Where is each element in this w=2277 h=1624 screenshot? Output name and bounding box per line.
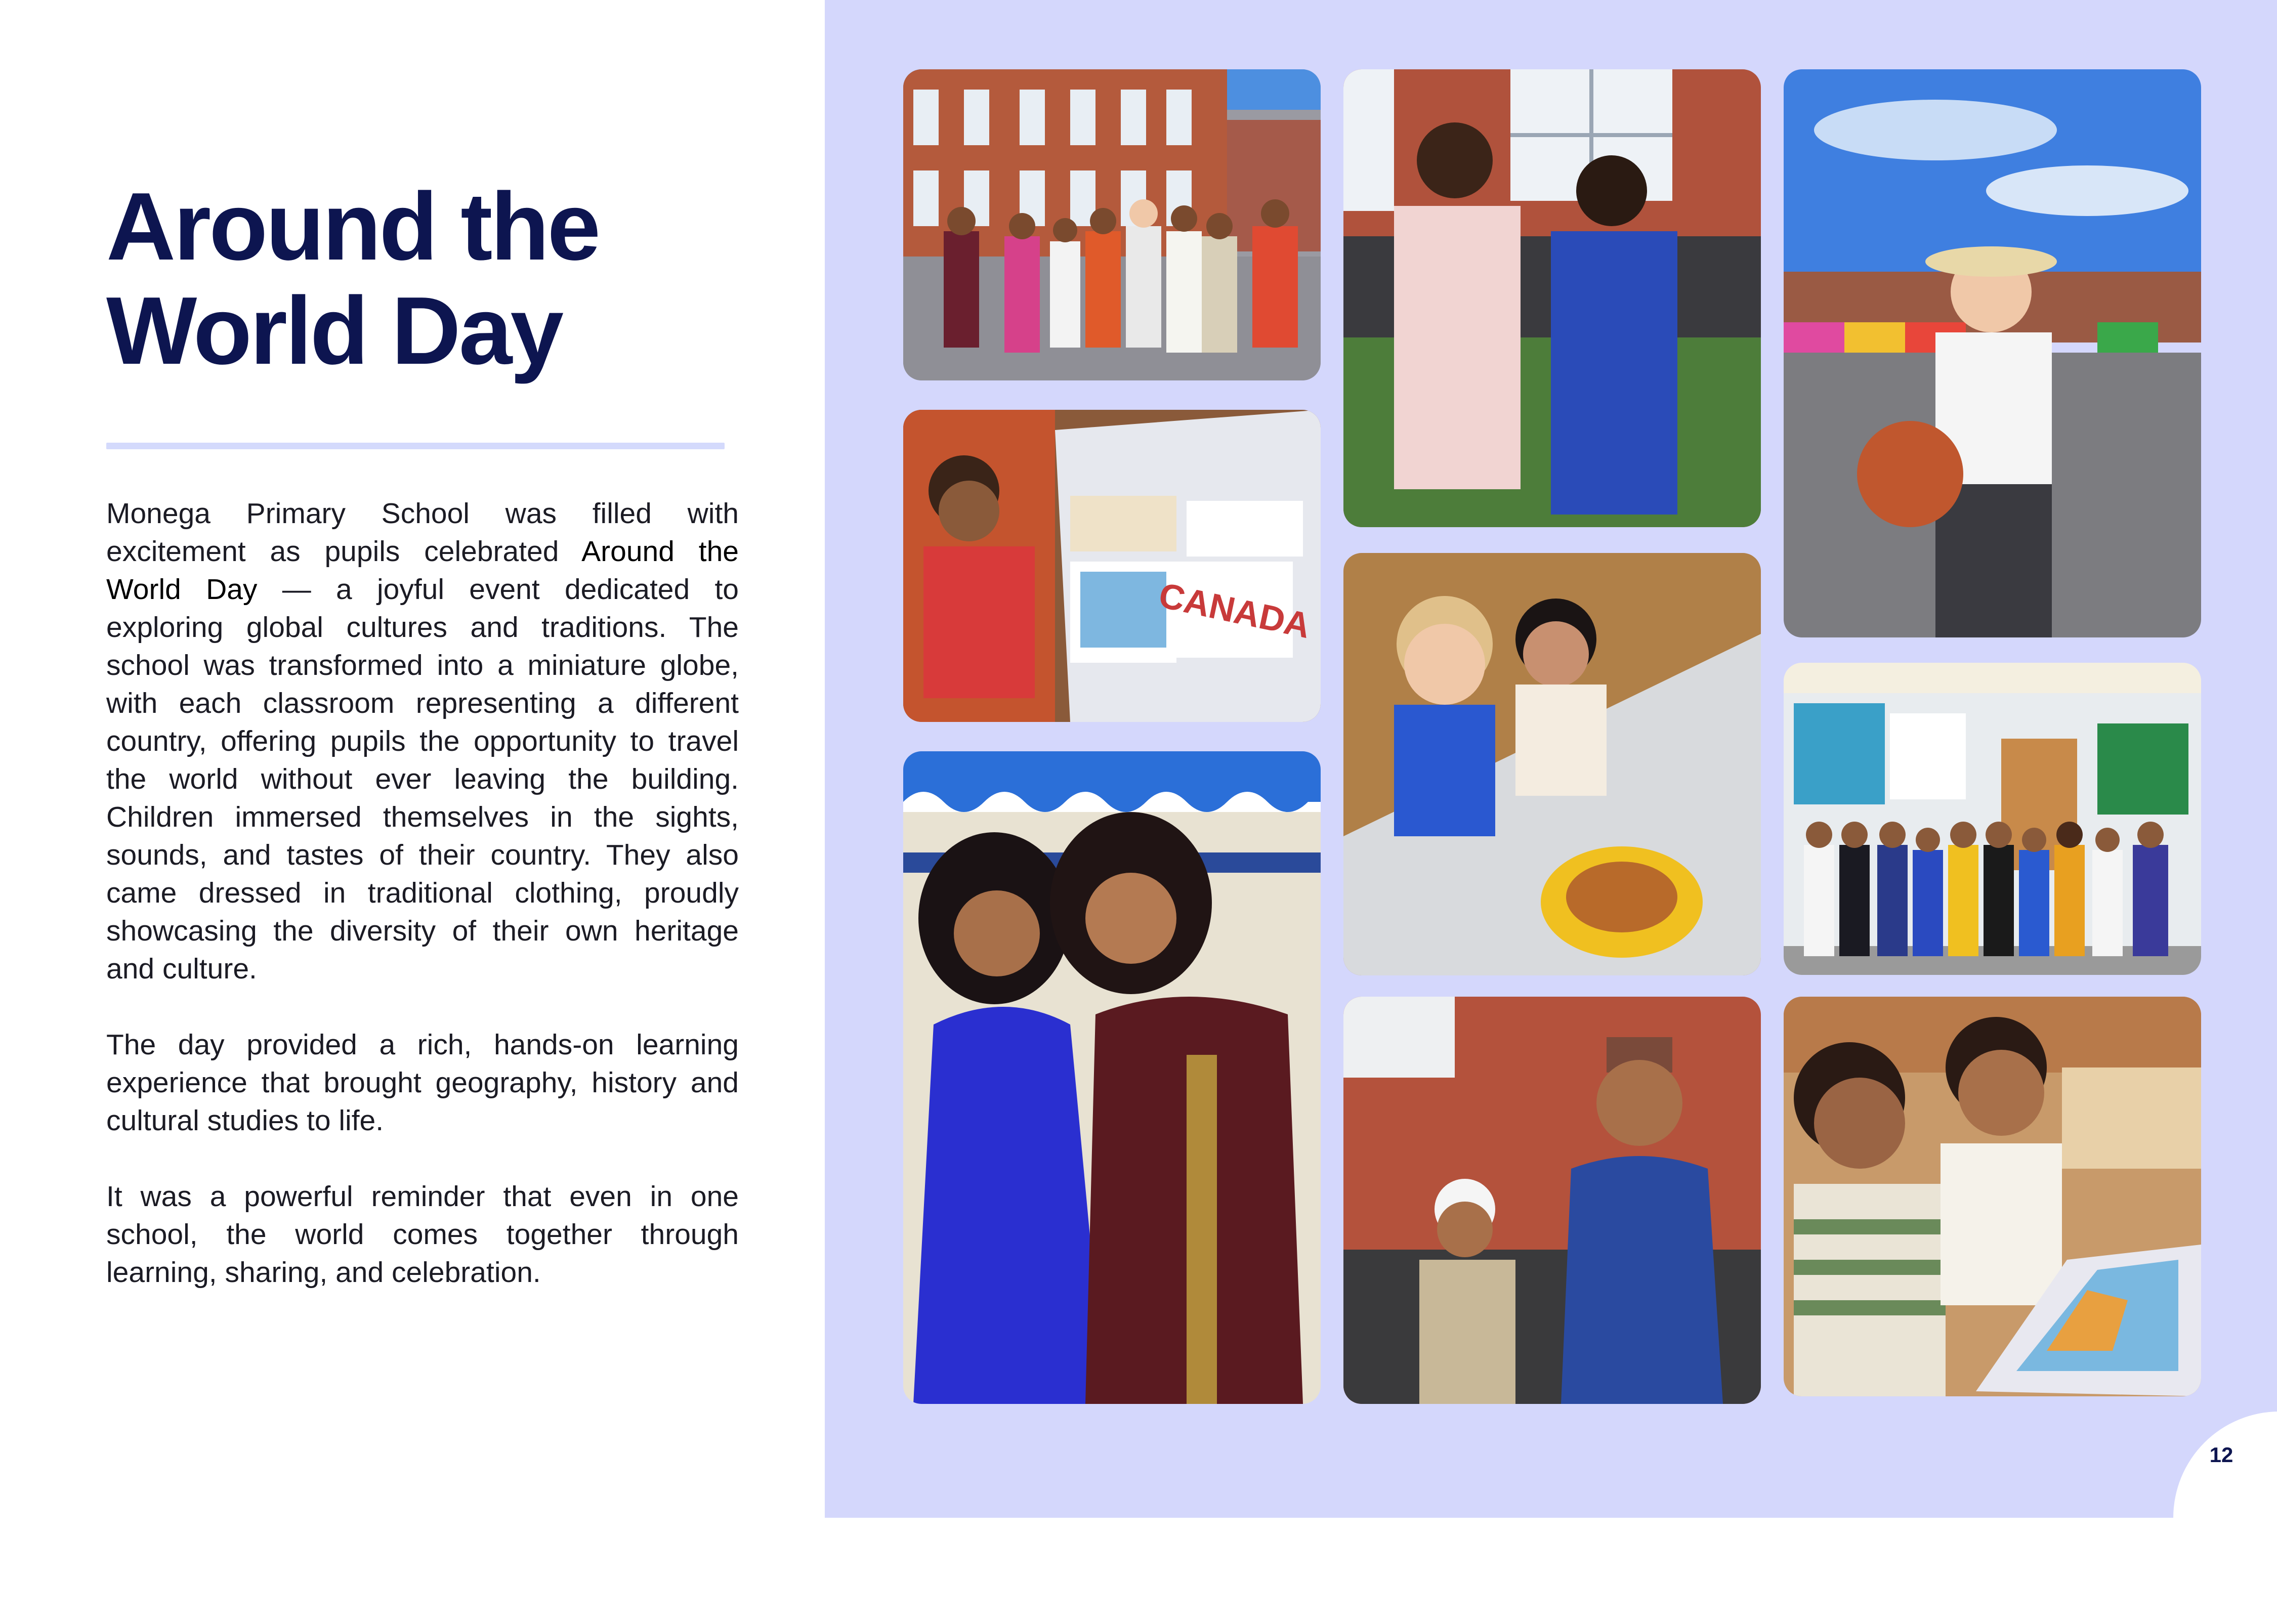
page-title: [106, 175, 764, 383]
photo-class-lineup: [1784, 663, 2201, 975]
article-paragraph-1: [106, 495, 739, 988]
photo-two-boys-traditional-outfits: [1343, 997, 1761, 1404]
article-paragraph-2: The day provided a rich, hands-on learning experience that brought geography, history and cultural studies to life.: [106, 1029, 739, 1137]
page-title-line-2: World Day: [106, 277, 562, 384]
event-name-emphasis: Around the World Day: [106, 535, 739, 606]
photo-group-playground: [903, 69, 1321, 380]
photo-boy-with-basketball: [1784, 69, 2201, 637]
photo-boys-reading-atlas: [1784, 997, 2201, 1396]
photo-classroom-map-project: [903, 410, 1321, 722]
paragraph-1-text: Monega Primary School was filled with excitement as pupils celebrated: [106, 497, 739, 568]
page-number: 12: [2209, 1443, 2233, 1467]
text-panel: [0, 0, 825, 1518]
photo-two-children-brick-wall: [1343, 69, 1761, 527]
page-title-line-1: Around the: [106, 173, 599, 280]
title-divider: [106, 443, 725, 449]
article-paragraph-3: It was a powerful reminder that even in one school, the world comes together through learning, sharing, and celebration.: [106, 1180, 739, 1289]
paragraph-1-text-continued: — a joyful event dedicated to exploring global cultures and traditions. The school was transformed into a miniature globe, with each classroom representing a different country, offering pupils the opportunity to travel the world without ever leaving the building. Children immersed themselves in the sights, sounds, and tastes of their country. They also came dressed in traditional clothing, proudly showcasing the diversity of their own heritage and culture.: [106, 573, 739, 985]
canada-sign-text: CANADA: [1155, 575, 1314, 646]
article-body: [106, 495, 739, 1330]
photo-two-girls-traditional-dress: [903, 751, 1321, 1404]
photo-boy-tasting-food: [1343, 553, 1761, 975]
